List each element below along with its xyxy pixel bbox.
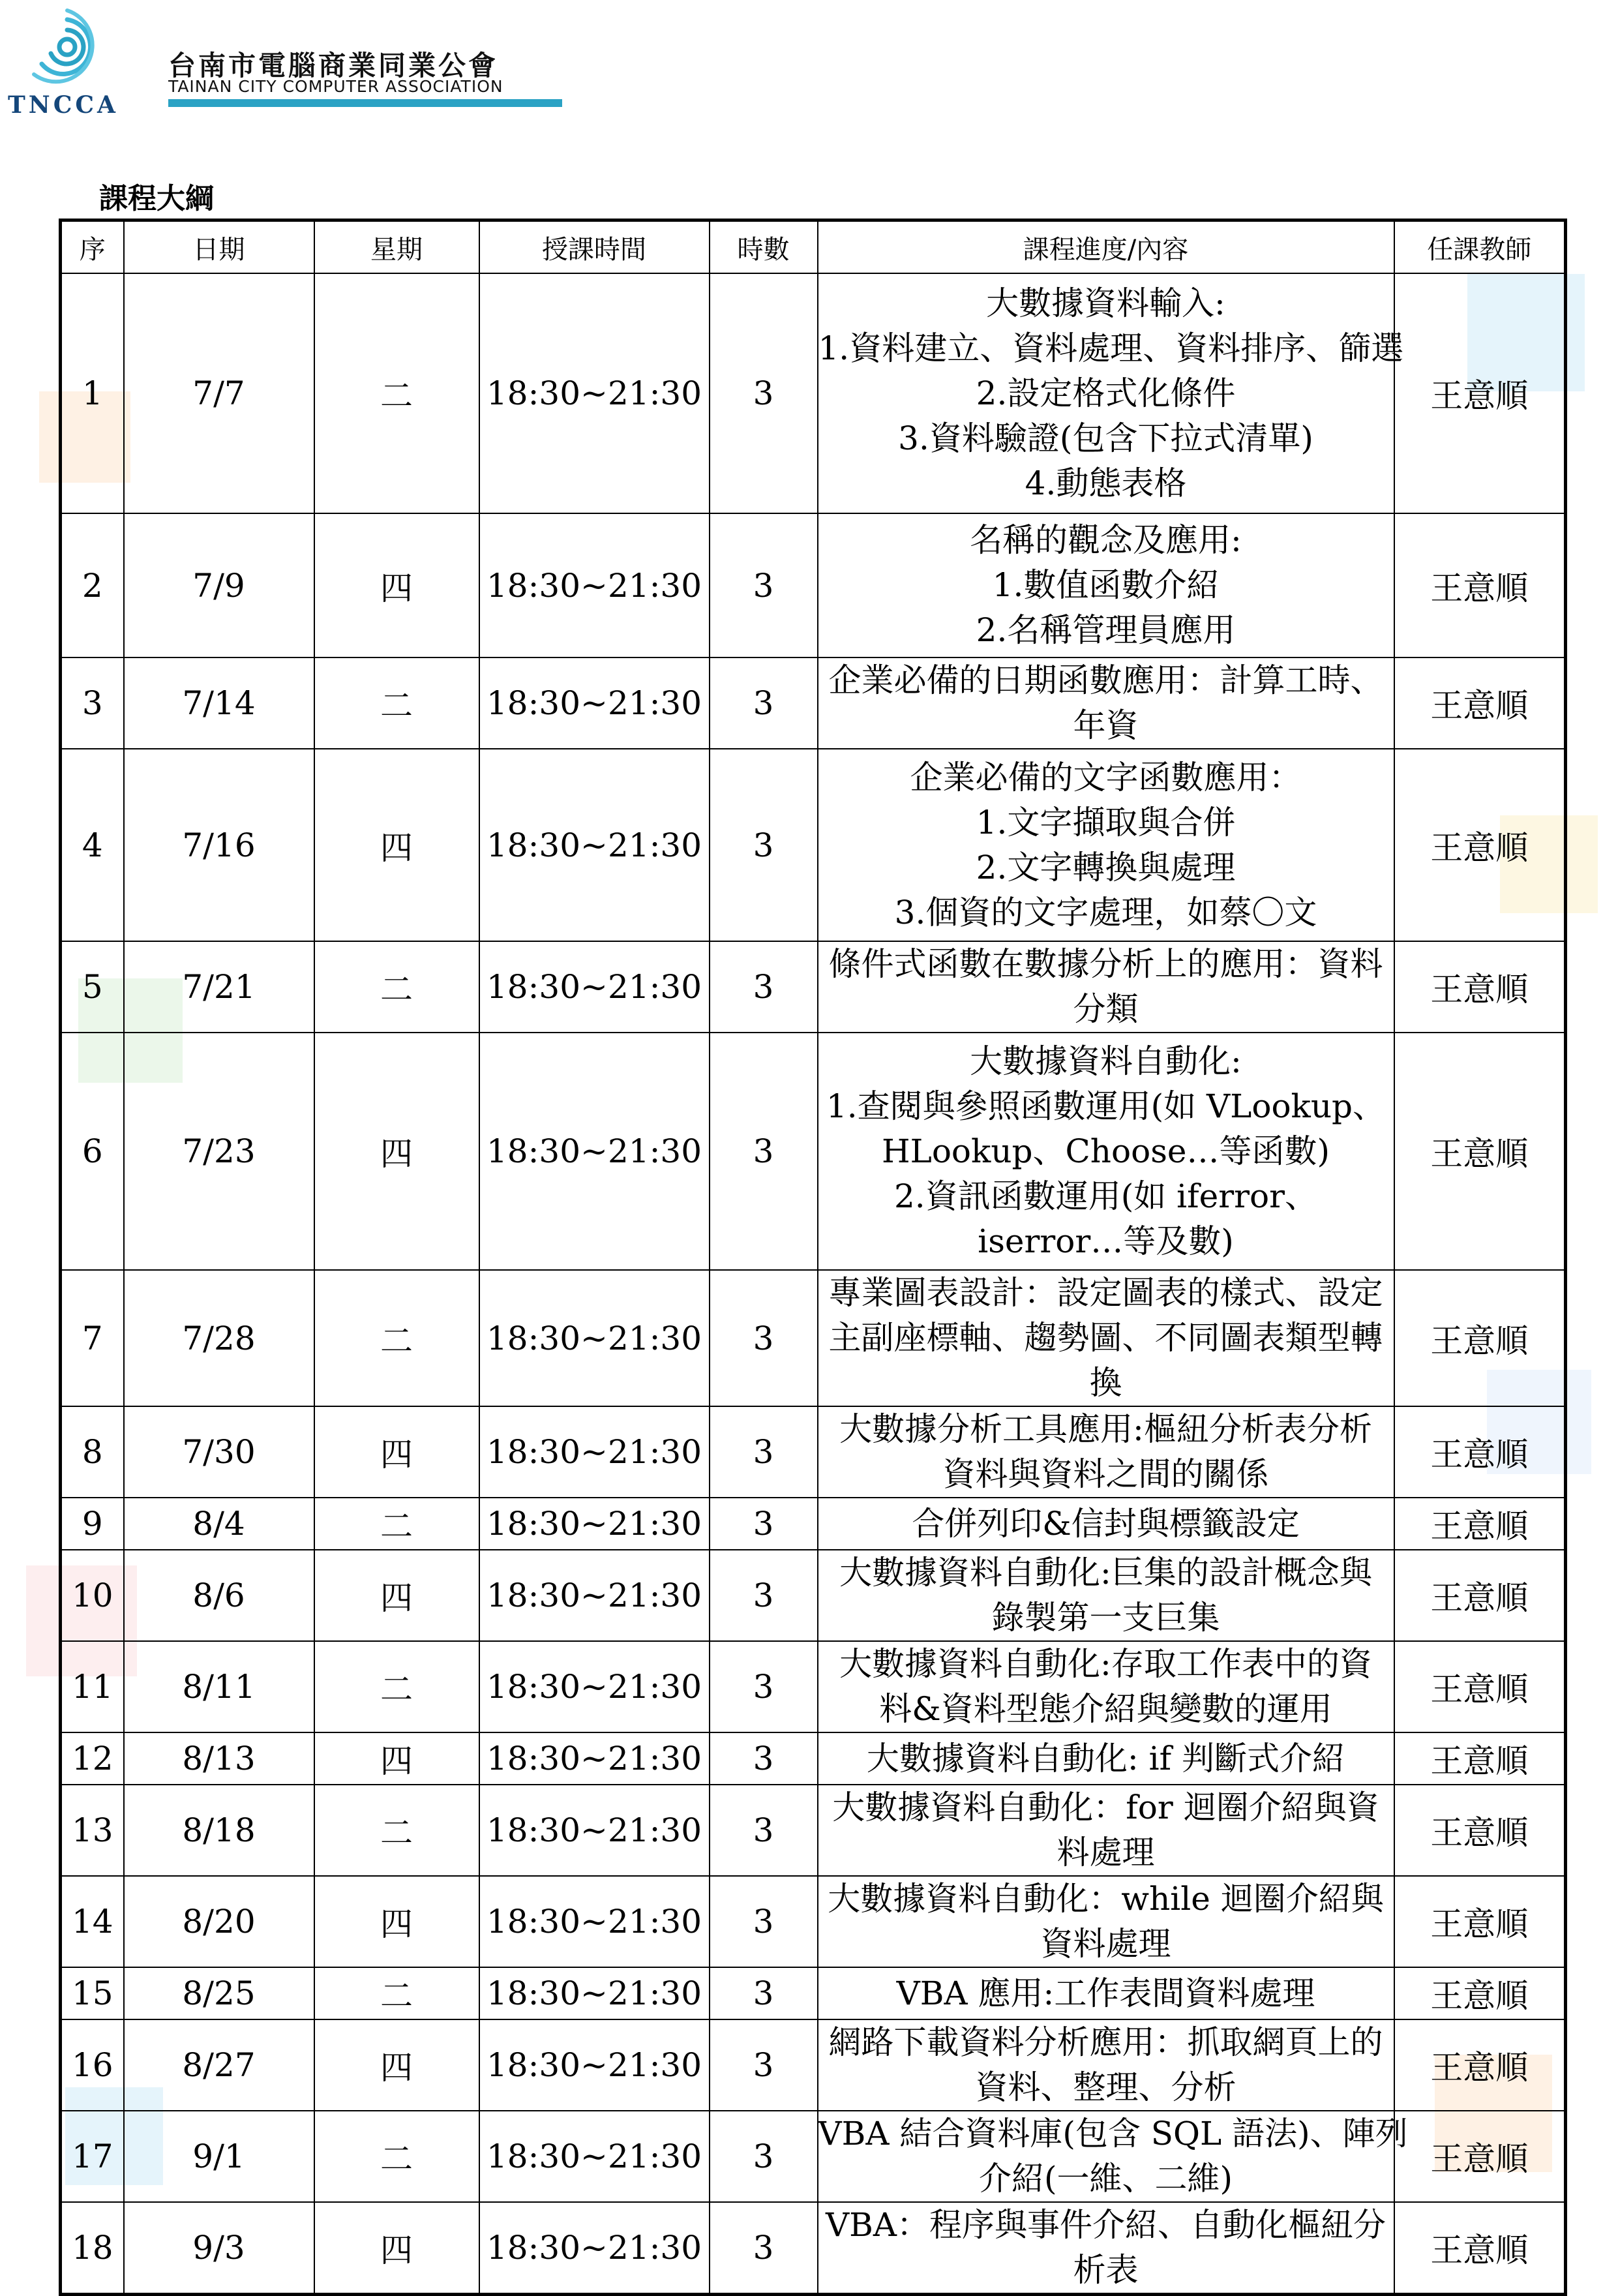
row-teacher: 王意順 <box>1394 273 1566 513</box>
row-time: 18:30~21:30 <box>479 2019 710 2111</box>
row-hours: 3 <box>710 1498 818 1550</box>
row-number: 13 <box>61 1785 124 1876</box>
content-line: 料處理 <box>1056 1834 1155 1871</box>
content-line: 3.資料驗證(包含下拉式清單) <box>898 419 1313 457</box>
row-hours: 3 <box>710 1876 818 1967</box>
content-line: 資料處理 <box>1040 1925 1171 1963</box>
row-teacher: 王意順 <box>1394 513 1566 657</box>
row-teacher: 王意順 <box>1394 1033 1566 1270</box>
content-line: 換 <box>1089 1364 1122 1402</box>
swirl-logo-icon <box>18 7 116 95</box>
header-time: 授課時間 <box>479 220 710 274</box>
row-date: 8/20 <box>124 1876 314 1967</box>
row-time: 18:30~21:30 <box>479 1641 710 1732</box>
content-line: 大數據資料自動化:存取工作表中的資 <box>839 1645 1372 1683</box>
row-hours: 3 <box>710 1785 818 1876</box>
letterhead <box>0 0 1618 130</box>
table-row <box>61 657 1566 749</box>
table-row <box>61 749 1566 941</box>
logo-abbreviation: TNCCA <box>8 91 119 119</box>
row-hours: 3 <box>710 513 818 657</box>
row-number: 12 <box>61 1732 124 1785</box>
row-teacher: 王意順 <box>1394 749 1566 941</box>
row-date: 7/21 <box>124 941 314 1033</box>
row-hours: 3 <box>710 2111 818 2202</box>
table-row <box>61 1967 1566 2019</box>
content-line: 2.名稱管理員應用 <box>976 611 1236 649</box>
row-hours: 3 <box>710 657 818 749</box>
content-line: 4.動態表格 <box>1025 464 1187 502</box>
content-line: 3.個資的文字處理，如蔡〇文 <box>894 893 1317 931</box>
row-weekday: 四 <box>314 1550 479 1641</box>
content-line: 年資 <box>1073 706 1139 744</box>
row-hours: 3 <box>710 1550 818 1641</box>
content-line: 料&資料型態介紹與變數的運用 <box>879 1690 1332 1728</box>
organization-name-chinese: 台南市電腦商業同業公會 <box>168 50 499 82</box>
content-line: 名稱的觀念及應用: <box>970 521 1242 559</box>
row-weekday: 二 <box>314 1641 479 1732</box>
content-line: 大數據資料自動化: <box>970 1042 1242 1080</box>
table-row <box>61 1270 1566 1406</box>
table-row <box>61 513 1566 657</box>
row-time: 18:30~21:30 <box>479 1498 710 1550</box>
row-date: 8/4 <box>124 1498 314 1550</box>
row-date: 8/25 <box>124 1967 314 2019</box>
table-row <box>61 1641 1566 1732</box>
content-line: 析表 <box>1073 2251 1139 2289</box>
row-content <box>818 1498 1394 1550</box>
table-row <box>61 2202 1566 2295</box>
row-date: 9/1 <box>124 2111 314 2202</box>
row-weekday: 二 <box>314 1498 479 1550</box>
row-date: 8/6 <box>124 1550 314 1641</box>
row-teacher: 王意順 <box>1394 1270 1566 1406</box>
content-line: 條件式函數在數據分析上的應用：資料 <box>828 945 1383 983</box>
organization-name-english: TAINAN CITY COMPUTER ASSOCIATION <box>168 77 503 96</box>
row-teacher: 王意順 <box>1394 1785 1566 1876</box>
row-weekday: 四 <box>314 1033 479 1270</box>
row-time: 18:30~21:30 <box>479 1876 710 1967</box>
content-line: 1.查閱與參照函數運用(如 VLookup、 <box>826 1087 1386 1125</box>
row-weekday: 四 <box>314 1406 479 1498</box>
content-line: 企業必備的日期函數應用：計算工時、 <box>828 661 1383 699</box>
course-schedule-table <box>59 219 1567 2296</box>
row-date: 7/28 <box>124 1270 314 1406</box>
row-teacher: 王意順 <box>1394 1641 1566 1732</box>
row-teacher: 王意順 <box>1394 1876 1566 1967</box>
row-content <box>818 1785 1394 1876</box>
row-content <box>818 2111 1408 2202</box>
content-line: 網路下載資料分析應用：抓取網頁上的 <box>828 2023 1383 2061</box>
row-time: 18:30~21:30 <box>479 1033 710 1270</box>
row-weekday: 四 <box>314 2019 479 2111</box>
table-row <box>61 941 1566 1033</box>
row-time: 18:30~21:30 <box>479 1785 710 1876</box>
row-number: 6 <box>61 1033 124 1270</box>
row-teacher: 王意順 <box>1394 1550 1566 1641</box>
row-number: 16 <box>61 2019 124 2111</box>
content-line: 2.資訊函數運用(如 iferror、 <box>894 1177 1317 1215</box>
table-row <box>61 1785 1566 1876</box>
content-line: VBA 結合資料庫(包含 SQL 語法)、陣列 <box>818 2115 1408 2152</box>
content-line: HLookup、Choose…等函數) <box>882 1132 1330 1170</box>
content-line: 2.文字轉換與處理 <box>976 848 1236 886</box>
row-content <box>818 749 1394 941</box>
header-teacher: 任課教師 <box>1394 220 1566 274</box>
row-weekday: 二 <box>314 1785 479 1876</box>
content-line: 大數據分析工具應用:樞紐分析表分析 <box>839 1410 1372 1448</box>
content-line: 專業圖表設計：設定圖表的樣式、設定 <box>828 1274 1383 1312</box>
row-time: 18:30~21:30 <box>479 941 710 1033</box>
content-line: 2.設定格式化條件 <box>976 374 1236 412</box>
row-hours: 3 <box>710 1270 818 1406</box>
row-time: 18:30~21:30 <box>479 1270 710 1406</box>
row-teacher: 王意順 <box>1394 2202 1566 2295</box>
table-row <box>61 2111 1566 2202</box>
row-teacher: 王意順 <box>1394 2111 1566 2202</box>
row-time: 18:30~21:30 <box>479 657 710 749</box>
row-hours: 3 <box>710 749 818 941</box>
row-hours: 3 <box>710 1641 818 1732</box>
content-line: 合併列印&信封與標籤設定 <box>912 1504 1300 1543</box>
row-weekday: 四 <box>314 1732 479 1785</box>
row-number: 5 <box>61 941 124 1033</box>
row-teacher: 王意順 <box>1394 1732 1566 1785</box>
row-teacher: 王意順 <box>1394 1967 1566 2019</box>
content-line: 1.數值函數介紹 <box>992 566 1220 604</box>
table-row <box>61 1876 1566 1967</box>
row-date: 8/13 <box>124 1732 314 1785</box>
row-content <box>818 513 1394 657</box>
section-title: 課程大綱 <box>99 182 214 215</box>
row-date: 9/3 <box>124 2202 314 2295</box>
row-number: 2 <box>61 513 124 657</box>
row-time: 18:30~21:30 <box>479 1550 710 1641</box>
content-line: 1.文字擷取與合併 <box>976 803 1236 841</box>
row-time: 18:30~21:30 <box>479 1967 710 2019</box>
row-date: 7/7 <box>124 273 314 513</box>
row-date: 8/11 <box>124 1641 314 1732</box>
row-hours: 3 <box>710 2019 818 2111</box>
table-row <box>61 1732 1566 1785</box>
row-weekday: 二 <box>314 941 479 1033</box>
row-hours: 3 <box>710 1406 818 1498</box>
content-line: 錄製第一支巨集 <box>991 1599 1220 1637</box>
table-header-row <box>61 220 1566 274</box>
row-date: 8/27 <box>124 2019 314 2111</box>
row-number: 15 <box>61 1967 124 2019</box>
row-number: 4 <box>61 749 124 941</box>
row-hours: 3 <box>710 2202 818 2295</box>
row-time: 18:30~21:30 <box>479 749 710 941</box>
row-number: 14 <box>61 1876 124 1967</box>
table-row <box>61 1498 1566 1550</box>
row-hours: 3 <box>710 1967 818 2019</box>
table-row <box>61 1406 1566 1498</box>
row-number: 3 <box>61 657 124 749</box>
row-weekday: 四 <box>314 1876 479 1967</box>
content-line: 1.資料建立、資料處理、資料排序、篩選 <box>818 329 1404 367</box>
content-line: iserror…等及數) <box>978 1222 1234 1260</box>
row-time: 18:30~21:30 <box>479 2202 710 2295</box>
content-line: 大數據資料自動化:巨集的設計概念與 <box>839 1554 1372 1592</box>
row-number: 10 <box>61 1550 124 1641</box>
row-number: 11 <box>61 1641 124 1732</box>
content-line: 大數據資料自動化：for 迴圈介紹與資 <box>832 1789 1379 1826</box>
row-number: 9 <box>61 1498 124 1550</box>
row-weekday: 二 <box>314 1967 479 2019</box>
row-date: 7/14 <box>124 657 314 749</box>
row-date: 7/16 <box>124 749 314 941</box>
row-weekday: 四 <box>314 749 479 941</box>
row-date: 7/9 <box>124 513 314 657</box>
row-number: 8 <box>61 1406 124 1498</box>
row-time: 18:30~21:30 <box>479 513 710 657</box>
row-number: 7 <box>61 1270 124 1406</box>
row-content <box>818 1967 1394 2019</box>
content-line: 大數據資料自動化：while 迴圈介紹與 <box>828 1880 1384 1918</box>
content-line: 資料與資料之間的關係 <box>942 1455 1269 1493</box>
row-weekday: 四 <box>314 513 479 657</box>
row-time: 18:30~21:30 <box>479 2111 710 2202</box>
row-teacher: 王意順 <box>1394 1406 1566 1498</box>
row-content <box>818 1732 1394 1785</box>
header-date: 日期 <box>124 220 314 274</box>
content-line: 大數據資料自動化: if 判斷式介紹 <box>866 1739 1345 1777</box>
row-hours: 3 <box>710 1033 818 1270</box>
header-hours: 時數 <box>710 220 818 274</box>
row-content <box>818 1641 1394 1732</box>
row-weekday: 四 <box>314 2202 479 2295</box>
header-no: 序 <box>61 220 124 274</box>
table-row <box>61 1550 1566 1641</box>
content-line: 資料、整理、分析 <box>975 2068 1236 2106</box>
row-weekday: 二 <box>314 1270 479 1406</box>
row-content <box>818 273 1404 513</box>
content-line: VBA：程序與事件介紹、自動化樞紐分 <box>826 2206 1386 2244</box>
row-weekday: 二 <box>314 657 479 749</box>
row-content <box>818 1876 1394 1967</box>
row-date: 7/30 <box>124 1406 314 1498</box>
row-time: 18:30~21:30 <box>479 1732 710 1785</box>
row-date: 8/18 <box>124 1785 314 1876</box>
table-row <box>61 273 1566 513</box>
row-number: 17 <box>61 2111 124 2202</box>
row-teacher: 王意順 <box>1394 657 1566 749</box>
row-content <box>818 1270 1394 1406</box>
row-number: 1 <box>61 273 124 513</box>
row-hours: 3 <box>710 273 818 513</box>
row-date: 7/23 <box>124 1033 314 1270</box>
content-line: 企業必備的文字函數應用： <box>910 758 1302 796</box>
header-content: 課程進度/內容 <box>818 220 1394 274</box>
table-body <box>61 273 1566 2295</box>
row-content <box>818 657 1394 749</box>
row-content <box>818 941 1394 1033</box>
table-row <box>61 2019 1566 2111</box>
row-content <box>818 1550 1394 1641</box>
row-number: 18 <box>61 2202 124 2295</box>
content-line: VBA 應用:工作表間資料處理 <box>896 1974 1315 2012</box>
row-content <box>818 2019 1394 2111</box>
row-hours: 3 <box>710 941 818 1033</box>
row-teacher: 王意順 <box>1394 1498 1566 1550</box>
row-time: 18:30~21:30 <box>479 273 710 513</box>
content-line: 大數據資料輸入: <box>986 284 1225 322</box>
row-content <box>818 2202 1394 2295</box>
row-weekday: 二 <box>314 2111 479 2202</box>
content-line: 分類 <box>1073 990 1139 1028</box>
row-teacher: 王意順 <box>1394 2019 1566 2111</box>
content-line: 介紹(一維、二維) <box>978 2160 1233 2198</box>
row-time: 18:30~21:30 <box>479 1406 710 1498</box>
header-weekday: 星期 <box>314 220 479 274</box>
row-hours: 3 <box>710 1732 818 1785</box>
row-teacher: 王意順 <box>1394 941 1566 1033</box>
content-line: 主副座標軸、趨勢圖、不同圖表類型轉 <box>828 1319 1383 1357</box>
row-content <box>818 1406 1394 1498</box>
table-row <box>61 1033 1566 1270</box>
row-weekday: 二 <box>314 273 479 513</box>
header-divider <box>168 99 562 107</box>
row-content <box>818 1033 1394 1270</box>
